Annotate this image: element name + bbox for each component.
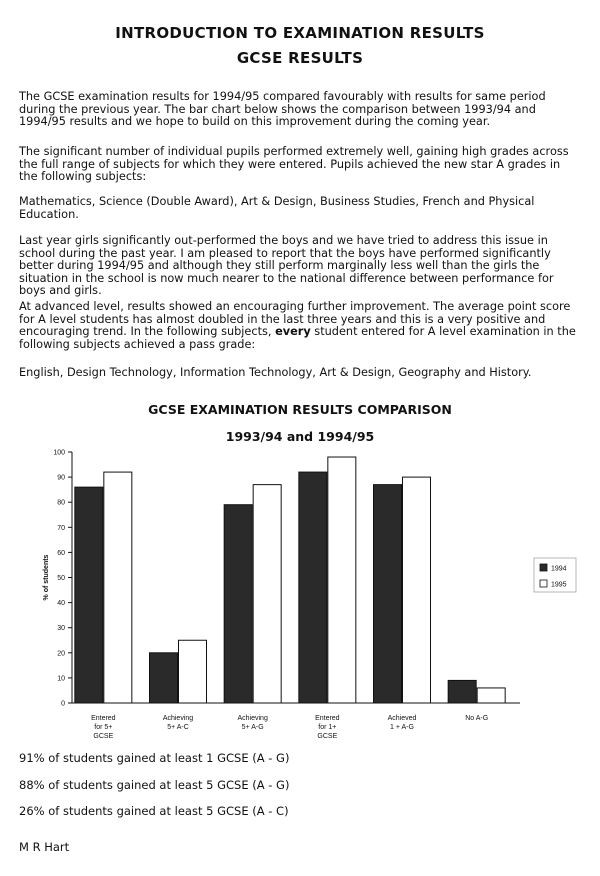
bar-1994-4 bbox=[374, 485, 402, 703]
x-tick-label: 5+ A-G bbox=[241, 724, 264, 731]
stat-5-gcse-a-g: 88% of students gained at least 5 GCSE (A - G) bbox=[19, 778, 290, 792]
paragraph-individual-pupils: The significant number of individual pupils performed extremely well, gaining high grades across the full range of subjects for which they were entered. Pupils achieved the new star A grades in the following subjects: bbox=[19, 145, 569, 184]
bar-1995-1 bbox=[179, 640, 207, 703]
paragraph-results-intro: The GCSE examination results for 1994/95 compared favourably with results for same period during the previous year. The bar chart below shows the comparison between 1993/94 and 1994/95 results and we hope to build on this improvement during the coming year. bbox=[19, 90, 546, 129]
y-tick-label: 60 bbox=[57, 549, 65, 557]
bar-1995-2 bbox=[253, 485, 281, 703]
y-tick-label: 40 bbox=[57, 600, 65, 608]
x-tick-label: GCSE bbox=[317, 733, 338, 740]
x-tick-label: 1 + A-G bbox=[390, 724, 414, 731]
bar-1995-5 bbox=[477, 688, 505, 703]
legend-label-1995: 1995 bbox=[551, 581, 567, 589]
x-tick-label: GCSE bbox=[93, 733, 114, 740]
bar-1994-2 bbox=[224, 505, 252, 703]
emphasis-every: every bbox=[275, 325, 311, 339]
legend-swatch-1995 bbox=[540, 580, 547, 587]
y-tick-label: 20 bbox=[57, 650, 65, 658]
gcse-results-bar-chart bbox=[0, 440, 600, 745]
paragraph-a-level-subjects: English, Design Technology, Information Technology, Art & Design, Geography and History. bbox=[19, 366, 532, 379]
x-tick-label: for 1+ bbox=[318, 724, 337, 731]
bar-1994-5 bbox=[448, 680, 476, 703]
paragraph-boys-girls: Last year girls significantly out-performed the boys and we have tried to address this issue in school during the past year. I am pleased to report that the boys have performed significantly better during 1994/95 and although they still perform marginally less well than the girls the situation in the school is now much nearer to the national difference between performance for boys and girls. bbox=[19, 234, 554, 298]
bar-1994-3 bbox=[299, 472, 327, 703]
bar-1994-1 bbox=[150, 653, 178, 703]
y-tick-label: 70 bbox=[57, 524, 65, 532]
chart-subtitle: 1993/94 and 1994/95 bbox=[225, 429, 375, 444]
page-subtitle: GCSE RESULTS bbox=[236, 49, 364, 67]
y-tick-label: 30 bbox=[57, 625, 65, 633]
paragraph-advanced-level bbox=[19, 301, 581, 351]
x-tick-label: for 5+ bbox=[94, 724, 113, 731]
y-tick-label: 100 bbox=[53, 449, 65, 457]
advanced-level-text-start: At advanced level, results showed an encouraging further improvement. The average point score for A level students has almost doubled in the last three years and this is a very positive and encouraging trend. In the following subjects, bbox=[19, 300, 571, 339]
x-tick-label: Achieving bbox=[237, 715, 268, 722]
x-tick-label: 5+ A-C bbox=[167, 724, 189, 731]
stat-1-gcse-a-g: 91% of students gained at least 1 GCSE (A - G) bbox=[19, 751, 290, 765]
y-tick-label: 50 bbox=[57, 575, 65, 582]
y-tick-label: 0 bbox=[61, 700, 65, 708]
x-tick-label: Achieving bbox=[162, 715, 194, 722]
legend-label-1994: 1994 bbox=[551, 565, 567, 573]
y-axis-label: % of students bbox=[43, 554, 50, 601]
legend-swatch-1994 bbox=[540, 564, 547, 571]
bar-1995-3 bbox=[328, 457, 356, 703]
y-tick-label: 90 bbox=[57, 474, 65, 482]
y-tick-label: 80 bbox=[57, 499, 65, 507]
paragraph-star-a-subjects: Mathematics, Science (Double Award), Art & Design, Business Studies, French and Physical Education. bbox=[19, 195, 535, 221]
bar-1995-4 bbox=[403, 477, 431, 703]
page-title: INTRODUCTION TO EXAMINATION RESULTS bbox=[115, 24, 485, 42]
bar-1995-0 bbox=[104, 472, 132, 703]
x-tick-label: Entered bbox=[315, 715, 340, 722]
y-tick-label: 10 bbox=[57, 675, 65, 683]
x-tick-label: Entered bbox=[91, 715, 116, 722]
stat-5-gcse-a-c: 26% of students gained at least 5 GCSE (A - C) bbox=[19, 804, 289, 818]
x-tick-label: Achieved bbox=[387, 715, 417, 722]
x-tick-label: No A-G bbox=[465, 715, 489, 722]
bar-1994-0 bbox=[75, 487, 103, 703]
advanced-level-text-end: student entered for A level examination in the following subjects achieved a pass grade: bbox=[19, 325, 576, 351]
chart-title: GCSE EXAMINATION RESULTS COMPARISON bbox=[148, 402, 452, 417]
signature: M R Hart bbox=[19, 840, 70, 854]
